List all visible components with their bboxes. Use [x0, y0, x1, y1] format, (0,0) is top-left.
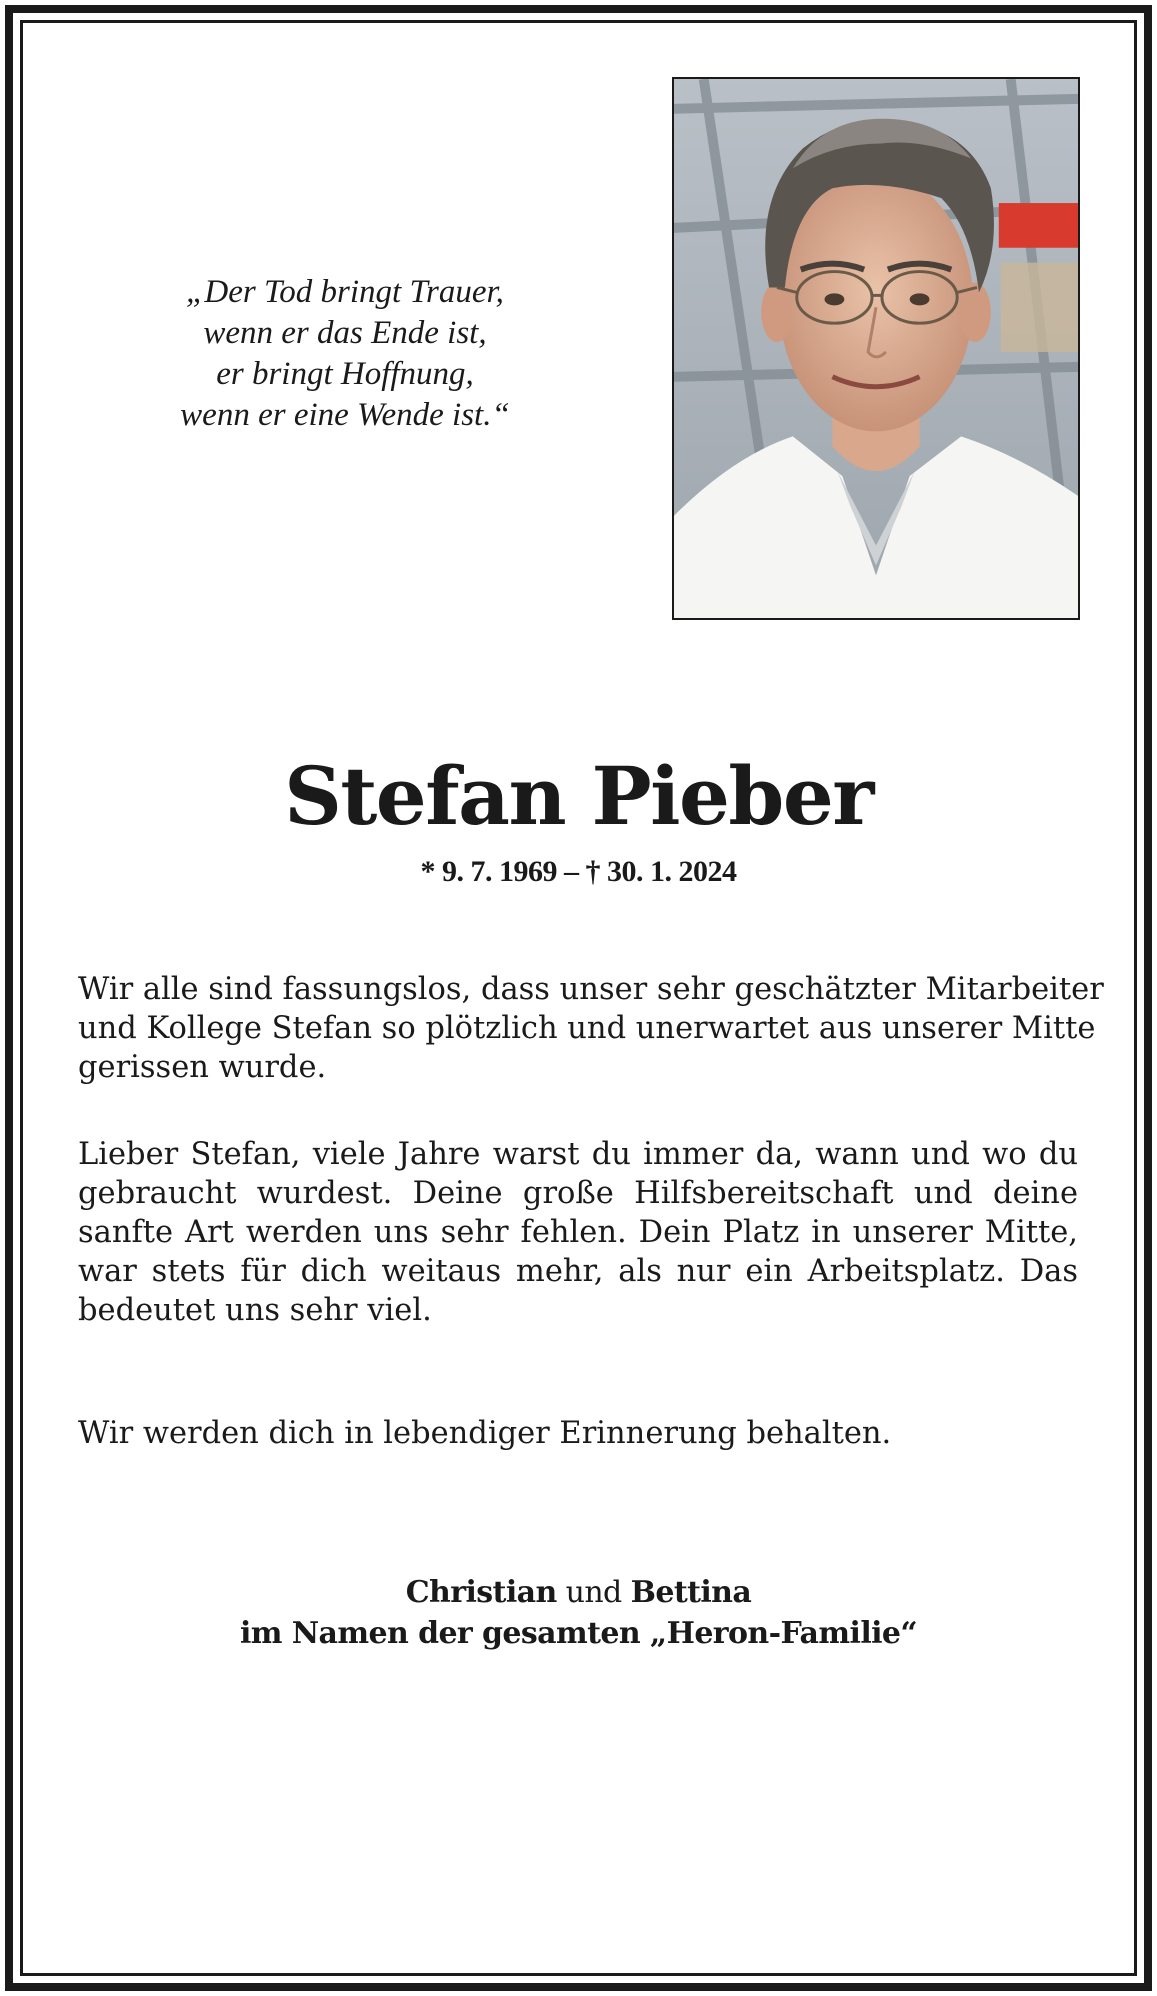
- text-line: Wir alle sind fassungslos, dass unser sehr geschätzter Mitarbeiter: [78, 972, 1104, 1007]
- message-paragraph-1: [78, 970, 1104, 1087]
- signer-name: Christian: [405, 1575, 557, 1610]
- signer-name: Bettina: [630, 1575, 752, 1610]
- signature-line: [0, 1614, 1157, 1654]
- text-line: bedeutet uns sehr viel.: [78, 1293, 432, 1328]
- signer-connector: und: [556, 1575, 631, 1610]
- deceased-name: Stefan Pieber: [284, 749, 873, 843]
- text-line: gebraucht wurdest. Deine große Hilfsbereitschaft und deine: [78, 1176, 1078, 1211]
- quote-line: er bringt Hoffnung,: [216, 356, 474, 392]
- text-line: und Kollege Stefan so plötzlich und unerwartet aus unserer Mitte: [78, 1011, 1096, 1046]
- quote-line: „Der Tod bringt Trauer,: [186, 274, 504, 310]
- message-paragraph-2: [78, 1135, 1078, 1330]
- portrait-illustration: [674, 79, 1078, 618]
- text-line: war stets für dich weitaus mehr, als nur ein Arbeitsplatz. Das: [78, 1254, 1078, 1289]
- signature-names: [0, 1573, 1157, 1613]
- text-line: sanfte Art werden uns sehr fehlen. Dein Platz in unserer Mitte,: [78, 1215, 1078, 1250]
- text-line: Wir werden dich in lebendiger Erinnerung behalten.: [78, 1416, 892, 1451]
- text-line: Lieber Stefan, viele Jahre warst du immer da, wann und wo du: [78, 1137, 1078, 1172]
- text-line: gerissen wurde.: [78, 1050, 327, 1085]
- portrait-photo: [672, 77, 1080, 620]
- quote-line: wenn er das Ende ist,: [203, 315, 487, 351]
- memorial-quote: [130, 272, 560, 436]
- quote-line: wenn er eine Wende ist.“: [180, 397, 510, 433]
- life-dates: * 9. 7. 1969 – † 30. 1. 2024: [420, 855, 737, 888]
- signature-organization: im Namen der gesamten „Heron-Familie“: [239, 1616, 918, 1651]
- message-paragraph-3: [78, 1414, 1078, 1453]
